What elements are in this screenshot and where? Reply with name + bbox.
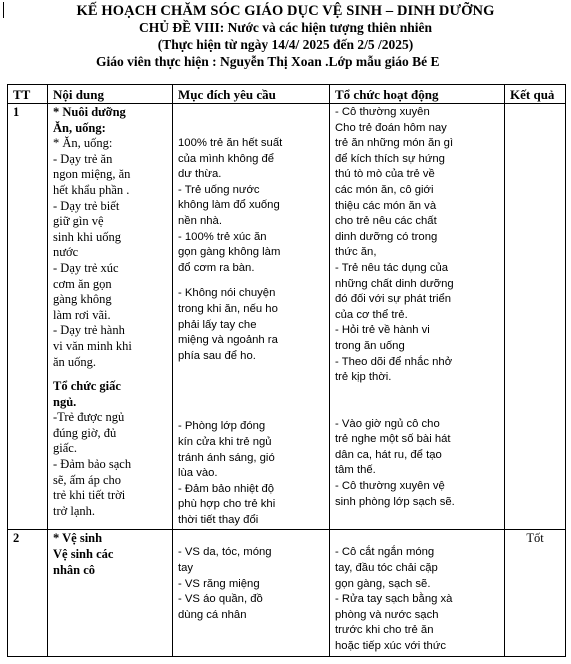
text-line: thiệu các món ăn và <box>335 199 437 212</box>
header-tt: TT <box>8 85 48 104</box>
text-line: - Cô cắt ngắn móng <box>335 546 435 559</box>
sleep-lines <box>53 410 167 519</box>
text-line: để kích thích sự hứng <box>335 152 445 165</box>
text-line: đổ cơm ra bàn. <box>178 261 255 274</box>
text-line: - Đảm bảo sạch <box>53 457 132 472</box>
section-title: Vệ sinh các <box>53 547 114 562</box>
text-line: thời tiết thay đổi <box>178 513 259 526</box>
activity-sleep <box>335 417 499 511</box>
text-line: - VS áo quần, đồ <box>178 593 263 606</box>
row-number: 2 <box>8 530 48 656</box>
result-cell: Tốt <box>505 530 566 656</box>
text-line: - Vào giờ ngủ cô cho <box>335 417 440 430</box>
text-line: tâm thế. <box>335 464 376 477</box>
text-line: tránh ánh sáng, gió <box>178 451 275 464</box>
text-line: đó đối với sự phát triển <box>335 293 452 306</box>
text-line: sẽ, ấm áp cho <box>53 472 122 487</box>
row-number: 1 <box>8 104 48 530</box>
purpose-eating <box>178 136 324 276</box>
plan-table <box>7 84 566 657</box>
text-line: kín cửa khi trẻ ngủ <box>178 435 272 448</box>
text-line: -Trẻ được ngủ <box>53 410 125 425</box>
text-line: cơm ăn gọn <box>53 276 112 291</box>
text-line: ngon miệng, ăn <box>53 167 131 182</box>
content-cell <box>48 104 173 530</box>
document-title: KẾ HOẠCH CHĂM SÓC GIÁO DỤC VỆ SINH – DINH DƯỠNG <box>76 3 495 19</box>
purpose-cell <box>173 530 330 656</box>
header-purpose: Mục đích yêu cầu <box>173 85 330 104</box>
text-line: không làm đổ xuống <box>178 199 280 212</box>
text-line: dư thừa. <box>178 168 222 181</box>
table-header-row <box>8 85 566 104</box>
section-title: ngủ. <box>53 394 77 409</box>
activity-hygiene <box>335 545 499 654</box>
text-line: - Trẻ uống nước <box>178 183 260 196</box>
text-line: - VS răng miệng <box>178 577 260 590</box>
text-line: phía sau để ho. <box>178 349 256 362</box>
text-line: gọn gàng, sạch sẽ. <box>335 577 431 590</box>
text-line: giấc. <box>53 441 77 456</box>
text-line: dân ca, hát ru, để tạo <box>335 448 442 461</box>
text-line: - Cô thường xuyên <box>335 106 430 118</box>
text-line: dinh dưỡng có trong <box>335 230 438 243</box>
text-line: làm rơi vãi. <box>53 307 111 322</box>
text-line: hết khẩu phần . <box>53 182 130 197</box>
text-line: trở lạnh. <box>53 503 96 518</box>
text-line: đúng giờ, đủ <box>53 425 117 440</box>
text-line: trẻ ăn những món ăn gì <box>335 137 454 150</box>
text-line: - Phòng lớp đóng <box>178 420 266 433</box>
text-line: - Trẻ nêu tác dụng của <box>335 261 449 274</box>
text-line: trong khi ăn, nếu ho <box>178 302 278 315</box>
section-title: Ăn, uống: <box>53 120 106 135</box>
text-line: Cho trẻ đoán hôm nay <box>335 121 447 134</box>
section-title: nhân cô <box>53 562 96 577</box>
text-line: nền nhà. <box>178 214 222 227</box>
text-line: - Dạy trẻ biết <box>53 198 120 213</box>
text-line: của mình không để <box>178 152 275 165</box>
text-line: dùng cá nhân <box>178 608 247 621</box>
topic-line: CHỦ ĐỀ VIII: Nước và các hiện tượng thiên nhiên <box>138 20 433 35</box>
text-line: - Không nói chuyện <box>178 287 276 300</box>
text-line: sinh khi uống <box>53 229 122 244</box>
text-line: tay, đầu tóc chải cặp <box>335 562 438 575</box>
text-line: phải lấy tay che <box>178 318 257 331</box>
text-line: sinh phòng lớp sạch sẽ. <box>335 495 455 508</box>
text-line: hoặc tiếp xúc với thức <box>335 640 447 653</box>
text-line: cho trẻ nêu các chất <box>335 215 437 228</box>
text-line: - Đảm bảo nhiệt độ <box>178 482 275 495</box>
text-line: của cơ thể trẻ. <box>335 308 408 321</box>
text-line: trẻ khi tiết trời <box>53 488 126 503</box>
text-line: - Cô thường xuyên vệ <box>335 480 445 493</box>
text-line: thức ăn, <box>335 246 377 259</box>
activity-cell <box>330 104 505 530</box>
text-line: - Hỏi trẻ về hành vi <box>335 324 430 337</box>
header-content: Nội dung <box>48 85 173 104</box>
text-line: - Rửa tay sạch bằng xà <box>335 593 453 606</box>
purpose-manners <box>178 286 324 364</box>
table-row <box>8 104 566 530</box>
text-line: ăn uống. <box>53 354 97 369</box>
text-line: gàng không <box>53 292 112 307</box>
teacher-line: Giáo viên thực hiện : Nguyễn Thị Xoan .Lớp mẫu giáo Bé E <box>96 54 440 69</box>
text-line: các món ăn, cô giới <box>335 183 434 196</box>
text-line: - Dạy trẻ hành <box>53 323 125 338</box>
text-line: trong ăn uống <box>335 339 405 352</box>
period-line: (Thực hiện từ ngày 14/4/ 2025 đến 2/5 /2025) <box>157 37 414 52</box>
text-line: nước <box>53 245 79 260</box>
text-line: miệng và ngoảnh ra <box>178 334 278 347</box>
purpose-cell <box>173 104 330 530</box>
text-line: trẻ kịp thời. <box>335 371 392 384</box>
purpose-hygiene <box>178 545 324 623</box>
text-line: gọn gàng không làm <box>178 246 281 259</box>
subsection-title: * Ăn, uống: <box>53 136 113 151</box>
text-line: tay <box>178 562 194 575</box>
content-cell <box>48 530 173 656</box>
activity-cell <box>330 530 505 656</box>
section-title: * Nuôi dưỡng <box>53 105 126 119</box>
text-line: - VS da, tóc, móng <box>178 546 272 559</box>
header-result: Kết quả <box>505 85 566 104</box>
text-line: phòng và nước sạch <box>335 608 439 621</box>
table-row <box>8 530 566 656</box>
text-line: vi văn minh khi <box>53 338 132 353</box>
text-line: những chất dinh dưỡng <box>335 277 454 290</box>
text-line: phù hợp cho trẻ khi <box>178 498 276 511</box>
text-line: - Theo dõi để nhắc nhở <box>335 355 453 368</box>
text-line: - Dạy trẻ ăn <box>53 151 113 166</box>
result-cell <box>505 104 566 530</box>
text-line: - 100% trẻ xúc ăn <box>178 230 267 243</box>
activity-eating <box>335 105 499 386</box>
text-line: lùa vào. <box>178 467 218 480</box>
text-line: 100% trẻ ăn hết suất <box>178 137 283 149</box>
text-line: trước khi cho trẻ ăn <box>335 624 434 637</box>
text-line: thú tò mò của trẻ về <box>335 168 435 181</box>
eating-lines <box>53 152 167 370</box>
text-line: - Dạy trẻ xúc <box>53 260 119 275</box>
purpose-sleep <box>178 419 324 528</box>
section-title: * Vệ sinh <box>53 531 103 546</box>
section-title: Tổ chức giấc <box>53 379 121 394</box>
header-activity: Tổ chức hoạt động <box>330 85 505 104</box>
text-line: giữ gìn vệ <box>53 214 104 229</box>
text-line: trẻ nghe một số bài hát <box>335 433 451 446</box>
